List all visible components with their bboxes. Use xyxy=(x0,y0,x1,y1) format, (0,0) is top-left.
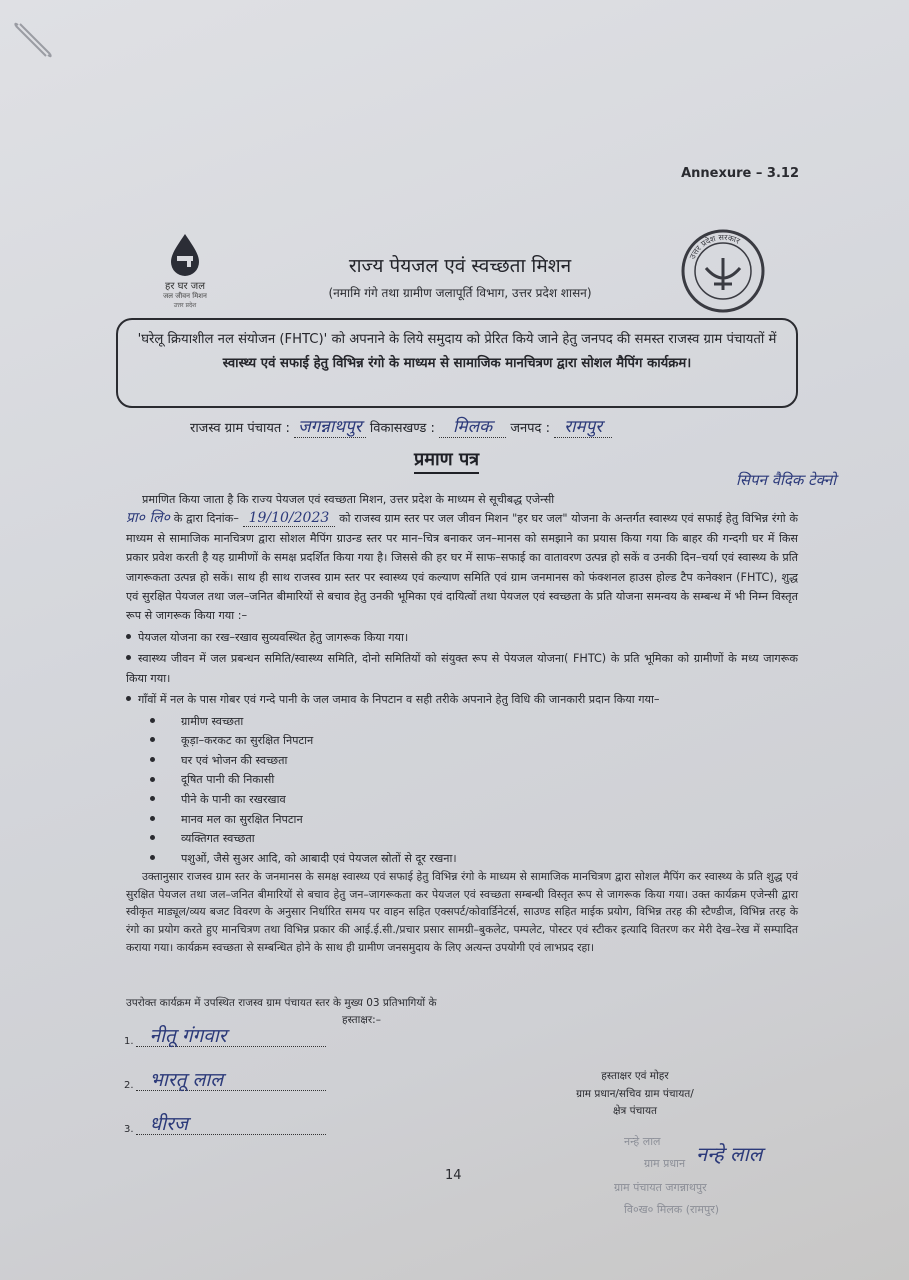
bullet-dot xyxy=(126,634,131,639)
body-p1-end: को राजस्व ग्राम स्तर पर जल जीवन मिशन "हर घर जल" योजना के अन्तर्गत स्वास्थ्य एवं सफाई हेतु विभिन्न रंगो के माध्यम से सामाजिक मानचित्रण द्वारा सोशल मैपिंग ग्राउन्ड स्तर पर मान–चित्र बनाकर जन–मानस को समझाने का प्रयास किया गया कि बाहर की गन्दगी घर में किस प्रकार प्रवेश करती है यह ग्रामीणों के समक्ष प्रदर्शित किया गया है। जिससे की हर घर में साफ–सफाई का वातावरण उत्पन्न हो सकें व उनकी दिन–चर्या एवं स्वास्थ्य के प्रति जागरूकता उत्पन्न हो सकें। साथ ही साथ राजस्व ग्राम स्तर पर स्वास्थ्य एवं कल्याण समिति एवं ग्राम जनमानस को फंक्शनल हाउस होल्ड टैप कनेक्शन (FHTC), शुद्ध एवं सुरक्षित पेयजल तथा जल–जनित बीमारियों से बचाव हेतु उनकी भूमिका एवं दायित्वों तथा पेयजल एवं स्वच्छता के प्रति योजना समन्वय के सम्बन्ध में भी निम्न विस्तृत रूप से जागरूक किया गया :– xyxy=(126,512,799,623)
bullet-dot xyxy=(126,696,131,701)
program-text-part1: 'घरेलू क्रियाशील नल संयोजन (FHTC)' को अपनाने के लिये समुदाय को प्रेरित किये जाने हेतु जनपद की समस्त राजस्व ग्राम पंचायतों में xyxy=(137,332,777,347)
list-item: कूड़ा–करकट का सुरक्षित निपटान xyxy=(126,731,798,751)
page-number: 14 xyxy=(445,1168,462,1183)
date-handwritten: 19/10/2023 xyxy=(243,510,336,527)
page-subtitle: (नमामि गंगे तथा ग्रामीण जलापूर्ति विभाग, उत्तर प्रदेश शासन) xyxy=(328,286,592,300)
sanitation-list xyxy=(126,711,798,868)
signature-2: भारतू लाल xyxy=(149,1069,224,1091)
gram-label: राजस्व ग्राम पंचायत : xyxy=(190,421,290,436)
list-item: घर एवं भोजन की स्वच्छता xyxy=(126,751,798,771)
authority-caption: हस्ताक्षर एवं मोहर ग्राम प्रधान/सचिव ग्राम पंचायत/ क्षेत्र पंचायत xyxy=(576,1070,694,1117)
certificate-body xyxy=(126,490,798,956)
signature-row: 3. धीरज xyxy=(124,1108,326,1135)
annexure-label: Annexure – 3.12 xyxy=(681,166,799,181)
seal-text: उत्तर प्रदेश सरकार xyxy=(687,232,742,261)
body-p1-start: प्रमाणित किया जाता है कि राज्य पेयजल एवं स्वच्छता मिशन, उत्तर प्रदेश के माध्यम से सूचीबद्ध एजेन्सी xyxy=(142,493,555,506)
svg-text:उत्तर प्रदेश सरकार xyxy=(688,233,742,261)
list-item: ग्रामीण स्वच्छता xyxy=(126,711,798,731)
program-box xyxy=(116,318,798,408)
list-item: मानव मल का सुरक्षित निपटान xyxy=(126,809,798,829)
signature-caption: उपरोक्त कार्यक्रम में उपस्थित राजस्व ग्राम पंचायत स्तर के मुख्य 03 प्रतिभागियों के हस्ताक्षर:– xyxy=(126,997,437,1026)
program-text-part2: स्वास्थ्य एवं सफाई हेतु विभिन्न रंगो के माध्यम से सामाजिक मानचित्रण द्वारा सोशल मैपिंग कार्यक्रम। xyxy=(222,356,692,371)
gram-value: जगन्नाथपुर xyxy=(294,417,366,438)
signature-row: 1. नीतू गंगवार xyxy=(124,1020,326,1047)
signature-3: धीरज xyxy=(149,1113,189,1135)
block-label: विकासखण्ड : xyxy=(369,421,435,436)
logo-line-3: उत्तर प्रदेश xyxy=(173,302,197,309)
bullet-2: स्वास्थ्य जीवन में जल प्रबन्धन समिति/स्वास्थ्य समिति, दोनो समितियों को संयुक्त रूप से पेयजल योजना( FHTC) के प्रति भूमिका को ग्रामीणों के मध्य जागरूक किया गया। xyxy=(126,652,798,685)
list-item: व्यक्तिगत स्वच्छता xyxy=(126,829,798,849)
agency-handwritten: सिपन वैदिक टेक्नो xyxy=(736,471,837,489)
district-label: जनपद : xyxy=(510,421,550,436)
list-item: पशुओं, जैसे सुअर आदि, को आबादी एवं पेयजल स्रोतों से दूर रखना। xyxy=(126,849,798,869)
bullet-dot xyxy=(126,655,131,660)
pradhan-signature: नन्हे लाल xyxy=(696,1142,763,1166)
page-title: राज्य पेयजल एवं स्वच्छता मिशन xyxy=(348,255,572,277)
paper-clip-icon xyxy=(10,18,54,62)
district-value: रामपुर xyxy=(554,417,612,438)
bullet-3: गाँवों में नल के पास गोबर एवं गन्दे पानी के जल जमाव के निपटान व सही तरीके अपनाने हेतु विधि की जानकारी प्रदान किया गया– xyxy=(138,693,660,707)
bullet-1: पेयजल योजना का रख–रखाव सुव्यवस्थित हेतु जागरूक किया गया। xyxy=(138,630,409,644)
har-ghar-jal-logo xyxy=(150,232,220,309)
signature-row: 2. भारतू लाल xyxy=(124,1064,326,1091)
fields-row xyxy=(190,414,612,437)
body-p1-mid: के द्वारा दिनांक– xyxy=(173,512,239,526)
logo-line-2: जल जीवन मिशन xyxy=(163,292,207,300)
certificate-title: प्रमाण पत्र xyxy=(414,447,479,474)
body-p2: उक्तानुसार राजस्व ग्राम स्तर के जनमानस के समक्ष स्वास्थ्य एवं सफाई हेतु विभिन्न रंगो के माध्यम से सामाजिक मानचित्रण द्वारा सोशल मैपिंग कर स्वास्थ्य के प्रति शुद्ध एवं सुरक्षित पेयजल तथा जल–जनित बीमारियों से बचाव हेतु जन–जागरूकता कर पेयजल एवं स्वच्छता सम्बन्धी विस्तृत रूप से जागरूक किया गया। उक्त कार्यक्रम एजेन्सी द्वारा स्वीकृत माड्यूल/व्यय बजट विवरण के अनुसार निर्धारित समय पर वाहन सहित एक्सपर्ट/कोवार्डिनेटर्स, साउण्ड सहित माईक प्रयोग, विभिन्न तरह की स्टैण्डीज, विभिन्न तरह के रंगो का प्रयोग करते हुए मानचित्रण तथा विभिन्न प्रकार की आई.ई.सी./प्रचार प्रसार सामग्री–बुकलेट, पम्पलेट, पोस्टर एवं स्टीकर इत्यादि वितरण कर मेरी देख–रेख में सम्पादित कराया गया। कार्यक्रम स्वच्छता से सम्बन्धित होने के साथ ही ग्रामीण जनसमुदाय के लिए अत्यन्त उपयोगी एवं लाभप्रद रहा। xyxy=(126,870,798,954)
agency-handwritten-2: प्रा० लि० xyxy=(126,510,170,527)
list-item: दूषित पानी की निकासी xyxy=(126,770,798,790)
signature-1: नीतू गंगवार xyxy=(149,1025,227,1047)
up-government-seal xyxy=(680,228,766,314)
logo-line-1: हर घर जल xyxy=(165,281,205,292)
block-value: मिलक xyxy=(439,417,506,438)
official-stamp: नन्हे लाल ग्राम प्रधान ग्राम पंचायत जगन्नाथपुर वि०ख० मिलक (रामपुर) नन्हे लाल xyxy=(614,1135,763,1216)
water-drop-icon xyxy=(167,232,203,278)
list-item: पीने के पानी का रखरखाव xyxy=(126,790,798,810)
